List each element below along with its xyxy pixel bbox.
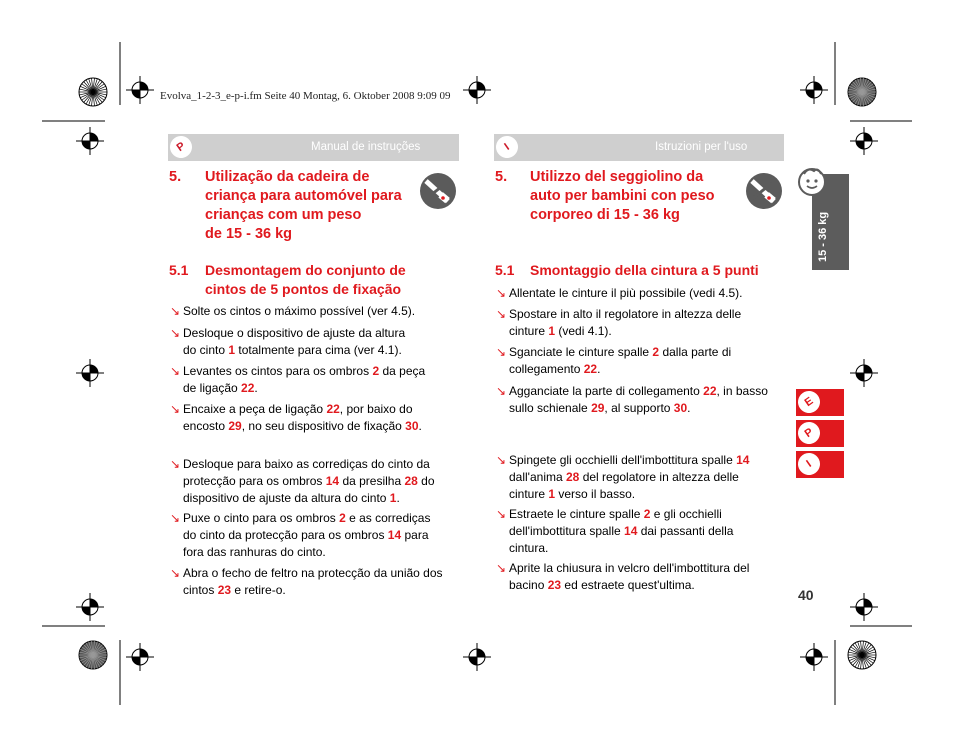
text-run: Puxe o cinto para os ombros [183, 511, 340, 525]
text-run: do cinto [183, 343, 229, 357]
page-number: 40 [798, 587, 814, 603]
instruction-text [183, 510, 430, 561]
text-run: . [254, 381, 258, 395]
text-run: encosto [183, 419, 229, 433]
instruction-line [509, 400, 768, 417]
instruction-line [183, 401, 422, 418]
text-run: Levantes os cintos para os ombros [183, 364, 373, 378]
text-run: dall'anima [509, 470, 566, 484]
instruction-line [509, 323, 741, 340]
step-arrow-icon: ↘ [496, 286, 507, 300]
crosshair-register-icon [126, 643, 154, 671]
instruction-line [183, 544, 430, 561]
crosshair-register-icon [800, 643, 828, 671]
part-number: 30 [673, 401, 688, 415]
instruction-line [509, 452, 749, 469]
text-run: cinture [509, 487, 549, 501]
section-title-line: de 15 - 36 kg [205, 226, 293, 242]
section-title-line: Utilização da cadeira de [205, 169, 370, 185]
text-run: da peça [379, 364, 426, 378]
star-target-icon [79, 78, 107, 106]
instruction-text [509, 506, 733, 557]
instruction-line [183, 363, 425, 380]
text-run: totalmente para cima (ver 4.1). [235, 343, 402, 357]
text-run: Solte os cintos o máximo possível (ver 4.5). [183, 304, 416, 318]
instruction-text [183, 363, 425, 397]
text-run: Desloque o dispositivo de ajuste da altura [183, 326, 406, 340]
section-title-line: crianças com um peso [205, 207, 362, 223]
part-number: 29 [591, 401, 605, 415]
instruction-line [183, 342, 405, 359]
step-arrow-icon: ↘ [170, 364, 181, 378]
text-run: . [687, 401, 691, 415]
text-run: verso il basso. [555, 487, 636, 501]
subsection-title-line: cintos de 5 pontos de fixação [205, 281, 402, 297]
subsection-title-line: Smontaggio della cintura a 5 punti [530, 262, 759, 278]
instruction-text [509, 452, 749, 503]
step-arrow-icon: ↘ [496, 453, 507, 467]
crosshair-register-icon [126, 76, 154, 104]
language-tab-p[interactable] [796, 420, 844, 447]
instruction-text [183, 565, 443, 599]
part-number: 2 [372, 364, 380, 378]
text-run: do cinto da protecção para os ombros [183, 528, 388, 542]
text-run: Encaixe a peça de ligação [183, 402, 327, 416]
instruction-line [183, 380, 425, 397]
part-number: 1 [548, 324, 556, 338]
section-number: 5. [495, 169, 508, 185]
step-arrow-icon: ↘ [496, 345, 507, 359]
text-run: Sganciate le cinture spalle [509, 345, 653, 359]
part-number: 14 [387, 528, 402, 542]
language-tab-letter: E [794, 387, 825, 418]
text-run: (vedi 4.1). [555, 324, 612, 338]
instruction-line [183, 325, 405, 342]
instruction-line [183, 473, 435, 490]
step-arrow-icon: ↘ [496, 507, 507, 521]
text-run: del regolatore in altezza delle [579, 470, 739, 484]
section-title-line: corporeo di 15 - 36 kg [530, 207, 680, 223]
instruction-text [183, 325, 405, 359]
step-arrow-icon: ↘ [170, 326, 181, 340]
instruction-text [509, 306, 741, 340]
instruction-text [183, 456, 435, 507]
instruction-line [183, 582, 443, 599]
text-run: . [597, 362, 601, 376]
instruction-line [509, 383, 768, 400]
language-bar-italian [494, 134, 784, 161]
instruction-line [509, 344, 731, 361]
part-number: 22 [326, 402, 340, 416]
step-arrow-icon: ↘ [496, 384, 507, 398]
instruction-line [183, 490, 435, 507]
part-number: 1 [389, 491, 397, 505]
instruction-text [509, 560, 749, 594]
language-badge-i: I [492, 132, 523, 163]
part-number: 2 [339, 511, 346, 525]
instruction-line [509, 540, 733, 557]
instruction-line [509, 506, 733, 523]
crosshair-register-icon [800, 76, 828, 104]
text-run: protecção para os ombros [183, 474, 326, 488]
instruction-text [183, 401, 422, 435]
instruction-line [509, 361, 731, 378]
part-number: 14 [736, 453, 750, 467]
text-run: de ligação [183, 381, 242, 395]
step-arrow-icon: ↘ [170, 511, 181, 525]
text-run: dispositivo de ajuste da altura do cinto [183, 491, 390, 505]
text-run: Spostare in alto il regolatore in altezza delle [509, 307, 742, 321]
section-number: 5. [169, 169, 182, 185]
subsection-title-line: Desmontagem do conjunto de [205, 262, 406, 278]
step-arrow-icon: ↘ [170, 566, 181, 580]
part-number: 22 [703, 384, 717, 398]
text-run: Allentate le cinture il più possibile (vedi 4.5). [509, 286, 743, 300]
instruction-line [183, 510, 430, 527]
text-run: Desloque para baixo as corrediças do cinto da [183, 457, 430, 471]
section-title [205, 168, 420, 244]
crosshair-register-icon [850, 127, 878, 155]
crosshair-register-icon [76, 593, 104, 621]
instruction-line [509, 560, 749, 577]
part-number: 14 [624, 524, 638, 538]
star-target-icon [848, 641, 876, 669]
text-run: bacino [509, 578, 548, 592]
text-run: dai passanti della [637, 524, 734, 538]
text-run: collegamento [509, 362, 584, 376]
text-run: Abra o fecho de feltro na protecção da união dos [183, 566, 443, 580]
instruction-text [509, 383, 768, 417]
text-run: e as corrediças [345, 511, 431, 525]
text-run: cintura. [509, 541, 549, 555]
instruction-text [183, 303, 415, 320]
crosshair-register-icon [76, 359, 104, 387]
instruction-text [509, 344, 731, 378]
text-run: Estraete le cinture spalle [509, 507, 644, 521]
text-run: cinture [509, 324, 549, 338]
text-run: . [418, 419, 422, 433]
part-number: 28 [566, 470, 580, 484]
language-tab-i[interactable] [796, 451, 844, 478]
step-arrow-icon: ↘ [170, 402, 181, 416]
text-run: Aprite la chiusura in velcro dell'imbottitura del [509, 561, 750, 575]
section-title-line: auto per bambini con peso [530, 188, 715, 204]
print-header: Evolva_1-2-3_e-p-i.fm Seite 40 Montag, 6. Oktober 2008 9:09 09 [160, 90, 451, 102]
crosshair-register-icon [850, 359, 878, 387]
star-target-icon [79, 641, 107, 669]
part-number: 22 [583, 362, 598, 376]
crosshair-register-icon [463, 76, 491, 104]
step-arrow-icon: ↘ [496, 307, 507, 321]
text-run: Agganciate la parte di collegamento [509, 384, 704, 398]
instruction-line [183, 527, 430, 544]
instruction-line [509, 306, 741, 323]
section-title-line: criança para automóvel para [205, 188, 402, 204]
bar-label: Istruzioni per l'uso [655, 141, 748, 153]
instruction-line [509, 577, 749, 594]
text-run: Spingete gli occhielli dell'imbottitura spalle [509, 453, 737, 467]
text-run: e retire-o. [231, 583, 286, 597]
seat-belt-unbuckle-icon [744, 171, 784, 211]
instruction-text [509, 285, 742, 302]
part-number: 23 [217, 583, 232, 597]
child-face-icon [796, 165, 828, 197]
text-run: ed estraete quest'ultima. [561, 578, 695, 592]
step-arrow-icon: ↘ [170, 457, 181, 471]
subsection-number: 5.1 [495, 262, 515, 278]
text-run: para [401, 528, 429, 542]
crosshair-register-icon [463, 643, 491, 671]
subsection-number: 5.1 [169, 262, 189, 278]
crosshair-register-icon [850, 593, 878, 621]
instruction-line [183, 456, 435, 473]
instruction-line [509, 469, 749, 486]
text-run: dell'imbottitura spalle [509, 524, 625, 538]
weight-group-label: 15 - 36 kg [817, 211, 829, 262]
section-title [530, 168, 740, 225]
instruction-line [509, 285, 742, 302]
text-run: fora das ranhuras do cinto. [183, 545, 326, 559]
crosshair-register-icon [76, 127, 104, 155]
part-number: 30 [405, 419, 419, 433]
part-number: 2 [643, 507, 651, 521]
instruction-line [183, 565, 443, 582]
text-run: , por baixo do [339, 402, 413, 416]
instruction-line [183, 303, 415, 320]
text-run: e gli occhielli [650, 507, 722, 521]
instruction-line [509, 486, 749, 503]
text-run: , no seu dispositivo de fixação [241, 419, 406, 433]
language-tab-letter: P [794, 418, 825, 449]
subsection-title [205, 261, 455, 299]
instruction-line [509, 523, 733, 540]
text-run: , in basso [716, 384, 768, 398]
text-run: . [396, 491, 400, 505]
step-arrow-icon: ↘ [496, 561, 507, 575]
part-number: 1 [548, 487, 556, 501]
part-number: 2 [652, 345, 660, 359]
seat-belt-unbuckle-icon [418, 171, 458, 211]
text-run: , al supporto [604, 401, 674, 415]
language-bar-portuguese [168, 134, 459, 161]
text-run: sullo schienale [509, 401, 592, 415]
part-number: 28 [404, 474, 418, 488]
text-run: da presilha [339, 474, 405, 488]
text-run: cintos [183, 583, 218, 597]
language-badge-p: P [166, 132, 197, 163]
part-number: 23 [547, 578, 562, 592]
instruction-line [183, 418, 422, 435]
language-tab-e[interactable] [796, 389, 844, 416]
subsection-title [530, 261, 790, 280]
part-number: 22 [241, 381, 255, 395]
part-number: 29 [228, 419, 242, 433]
text-run: dalla parte di [659, 345, 732, 359]
text-run: do [417, 474, 435, 488]
step-arrow-icon: ↘ [170, 304, 181, 318]
language-tab-letter: I [794, 449, 825, 480]
section-title-line: Utilizzo del seggiolino da [530, 169, 704, 185]
star-target-icon [848, 78, 876, 106]
part-number: 1 [228, 343, 236, 357]
part-number: 14 [325, 474, 340, 488]
bar-label: Manual de instruções [311, 141, 421, 153]
